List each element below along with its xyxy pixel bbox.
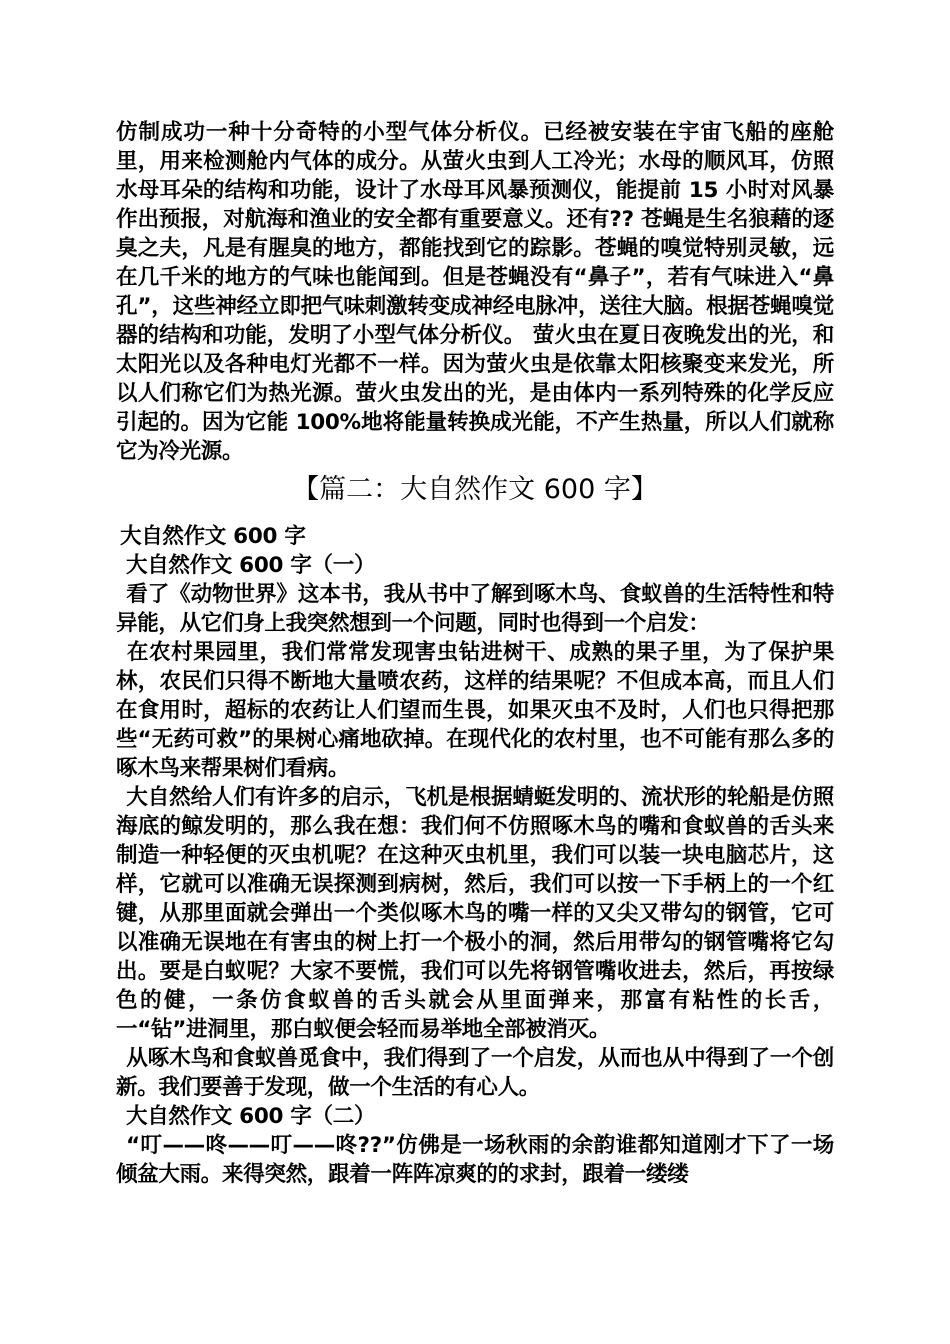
part2-paragraph-1: “叮——咚——叮——咚??”仿佛是一场秋雨的余韵谁都知道刚才下了一场倾盆大雨。来得突然，跟着一阵阵凉爽的的求封，跟着一缕缕 xyxy=(116,1133,834,1187)
part1-paragraph-1: 看了《动物世界》这本书，我从书中了解到啄木鸟、食蚁兽的生活特性和特异能，从它们身上我突然想到一个问题，同时也得到一个启发： xyxy=(116,582,834,636)
part1-paragraph-4: 从啄木鸟和食蚁兽觅食中，我们得到了一个启发，从而也从中得到了一个创新。我们要善于发现，做一个生活的有心人。 xyxy=(116,1046,834,1100)
section-heading: 【篇二：大自然作文 600 字】 xyxy=(292,474,658,505)
part1-paragraph-2: 在农村果园里，我们常常发现害虫钻进树干、成熟的果子里，为了保护果林，农民们只得不断地大量喷农药，这样的结果呢？不但成本高，而且人们在食用时，超标的农药让人们望而生畏，如果灭虫不及时，人们也只得把那些“无药可救”的果树心痛地砍掉。在现代化的农村里，也不可能有那么多的啄木鸟来帮果树们看病。 xyxy=(116,640,834,781)
part2-title: 大自然作文 600 字（二） xyxy=(126,1104,376,1129)
part1-title: 大自然作文 600 字（一） xyxy=(126,553,376,578)
essay-title: 大自然作文 600 字 xyxy=(120,524,306,549)
document-page xyxy=(116,118,834,1189)
intro-paragraph: 仿制成功一种十分奇特的小型气体分析仪。已经被安装在宇宙飞船的座舱里，用来检测舱内气体的成分。从萤火虫到人工冷光；水母的顺风耳，仿照水母耳朵的结构和功能，设计了水母耳风暴预测仪，能提前 15 小时对风暴作出预报，对航海和渔业的安全都有重要意义。还有?? 苍蝇是生名狼藉的逐臭之夫，凡是有腥臭的地方，都能找到它的踪影。苍蝇的嗅觉特别灵敏，远在几千米的地方的气味也能闻到。但是苍蝇没有“鼻子”，若有气味进入“鼻孔”，这些神经立即把气味刺激转变成神经电脉冲，送往大脑。根据苍蝇嗅觉器的结构和功能，发明了小型气体分析仪。 萤火虫在夏日夜晚发出的光，和太阳光以及各种电灯光都不一样。因为萤火虫是依靠太阳核聚变来发光，所以人们称它们为热光源。萤火虫发出的光，是由体内一系列特殊的化学反应引起的。因为它能 100%地将能量转换成光能，不产生热量，所以人们就称它为冷光源。 xyxy=(116,120,834,464)
part1-paragraph-3: 大自然给人们有许多的启示，飞机是根据蜻蜓发明的、流状形的轮船是仿照海底的鲸发明的，那么我在想：我们何不仿照啄木鸟的嘴和食蚁兽的舌头来制造一种轻便的灭虫机呢？在这种灭虫机里，我们可以装一块电脑芯片，这样，它就可以准确无误探测到病树，然后，我们可以按一下手柄上的一个红键，从那里面就会弹出一个类似啄木鸟的嘴一样的又尖又带勾的钢管，它可以准确无误地在有害虫的树上打一个极小的洞，然后用带勾的钢管嘴将它勾出。要是白蚁呢？大家不要慌，我们可以先将钢管嘴收进去，然后，再按绿色的健，一条仿食蚁兽的舌头就会从里面弹来，那富有粘性的长舌，一“钻”进洞里，那白蚁便会轻而易举地全部被消灭。 xyxy=(116,785,834,1042)
